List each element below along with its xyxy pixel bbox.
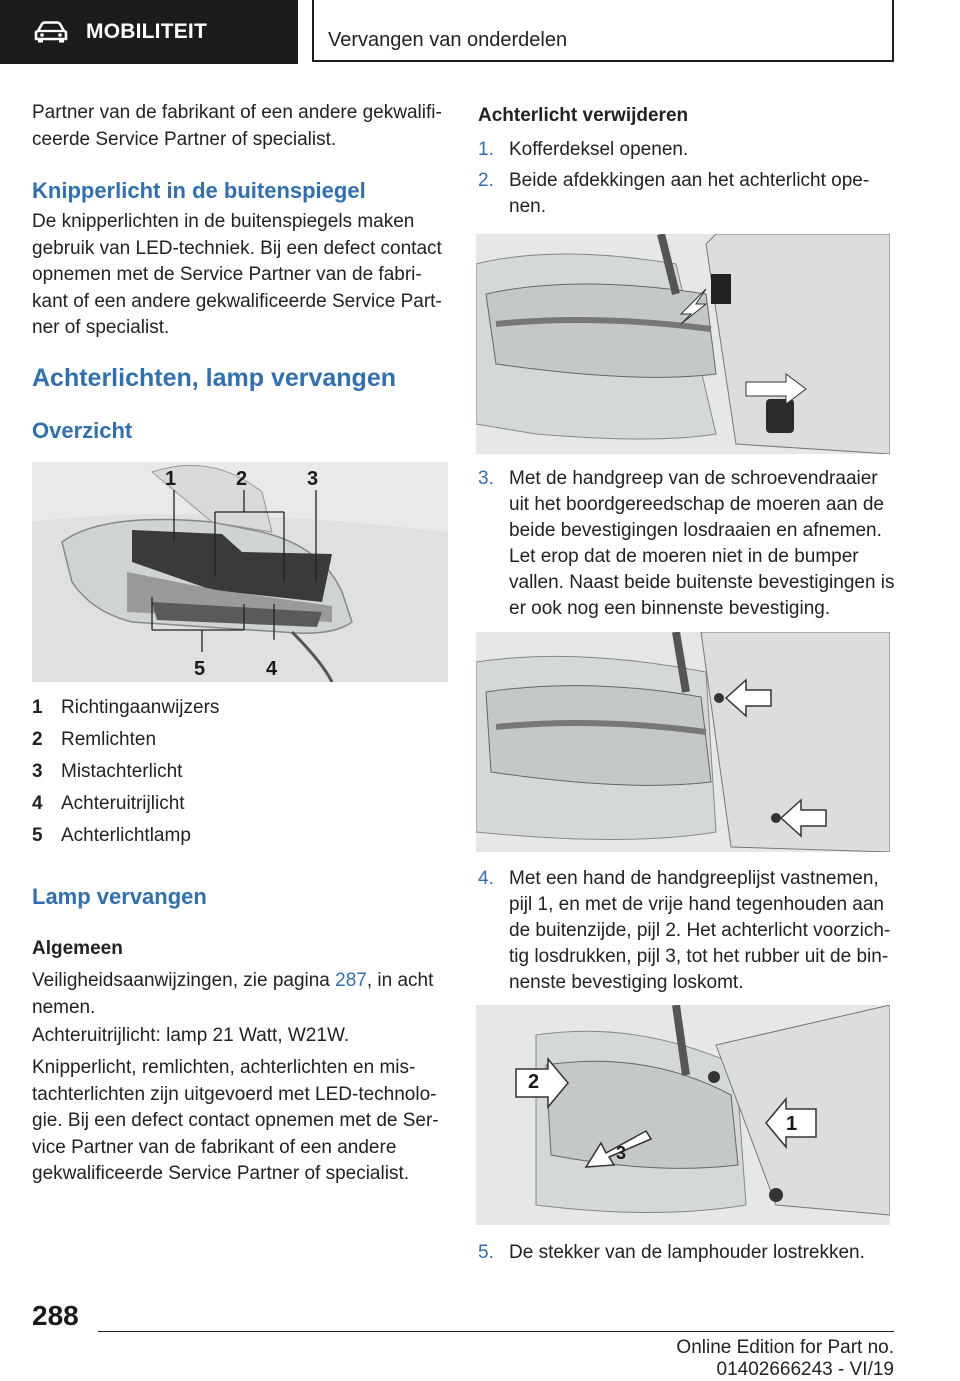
callout-4: 4 — [266, 658, 278, 680]
heading-mirror: Knipperlicht in de buitenspiegel — [32, 178, 366, 203]
figure-fastenings — [476, 632, 890, 852]
step-number: 5. — [478, 1242, 494, 1263]
text-line: opnemen met de Service Partner van de fabri‐ — [32, 264, 422, 285]
footer-divider — [98, 1331, 894, 1332]
overview-figure — [32, 462, 448, 682]
text-line: vice Partner van de fabrikant of een andere — [32, 1136, 397, 1158]
legend-label: Achteruitrijlicht — [61, 793, 185, 814]
text-line: pijl 1, en met de vrije hand tegenhouden aan — [509, 894, 884, 915]
step-text — [509, 137, 896, 163]
legend-number: 1 — [32, 697, 43, 718]
text-line: gekwalificeerde Service Partner of specialist. — [32, 1163, 410, 1184]
page-number: 288 — [32, 1300, 79, 1331]
text-line: uit het boordgereedschap de moeren aan de — [509, 494, 884, 515]
heading-overview: Overzicht — [32, 418, 133, 443]
text-line: Beide afdekkingen aan het achterlicht ope‐ — [509, 170, 870, 191]
callout-1: 1 — [165, 468, 177, 490]
text-line: Let erop dat de moeren niet in de bumper — [509, 546, 859, 567]
text-line: De stekker van de lamphouder lostrekken. — [509, 1242, 865, 1263]
arrow-label-1: 1 — [786, 1113, 798, 1135]
legend-item — [32, 761, 182, 783]
heading-lamp-replace: Lamp vervangen — [32, 884, 207, 909]
page-link[interactable]: 287 — [335, 970, 367, 991]
callout-3: 3 — [307, 468, 319, 490]
step-1 — [478, 137, 896, 163]
text-line: gie. Bij een defect contact opnemen met de Ser‐ — [32, 1110, 439, 1131]
text-line: Met de handgreep van de schroevendraaier — [509, 468, 878, 489]
text-line: vallen. Naast beide buitenste bevestigingen is — [509, 572, 895, 593]
text-line — [32, 968, 452, 995]
legend-number: 5 — [32, 825, 43, 846]
arrow-label-2: 2 — [528, 1071, 540, 1093]
mirror-paragraph — [32, 209, 452, 342]
text-line: Met een hand de handgreeplijst vastnemen, — [509, 868, 879, 889]
legend-label: Remlichten — [61, 729, 157, 750]
step-number: 1. — [478, 139, 494, 160]
text-span: , in acht — [366, 970, 434, 991]
legend-item — [32, 729, 156, 751]
heading-general: Algemeen — [32, 938, 123, 959]
heading-rear-lights: Achterlichten, lamp vervangen — [32, 364, 397, 392]
figure-press-out — [476, 1005, 890, 1225]
legend-label: Richtingaanwijzers — [61, 697, 220, 718]
text-line: Partner van de fabrikant of een andere gekwalifi‐ — [32, 102, 442, 123]
step-2 — [478, 168, 896, 220]
rear-light-illustration — [32, 462, 448, 682]
callout-2: 2 — [236, 468, 248, 490]
section-tab — [0, 0, 298, 64]
heading-remove: Achterlicht verwijderen — [478, 105, 689, 126]
legend-label: Achterlichtlamp — [61, 825, 191, 846]
legend-item — [32, 825, 191, 847]
text-line: nemen. — [32, 996, 96, 1018]
figure-covers — [476, 234, 890, 454]
step-text — [509, 1240, 896, 1266]
safety-paragraph — [32, 968, 452, 1021]
text-line: beide bevestigingen losdraaien en afnemen. — [509, 520, 882, 541]
text-line: er ook nog een binnenste bevestiging. — [509, 598, 831, 619]
led-paragraph — [32, 1055, 452, 1188]
step-text — [509, 866, 896, 996]
legend-number: 2 — [32, 729, 43, 750]
text-line: ner of specialist. — [32, 317, 170, 338]
text-line: kant of een andere gekwalificeerde Service Part‐ — [32, 290, 442, 312]
legend-item — [32, 697, 219, 719]
text-line: nenste bevestiging loskomt. — [509, 972, 744, 993]
text-line: ceerde Service Partner of specialist. — [32, 128, 337, 150]
text-line: De knipperlichten in de buitenspiegels maken — [32, 211, 415, 232]
text-line: gebruik van LED-techniek. Bij een defect contact — [32, 237, 442, 259]
step-text — [509, 168, 896, 220]
step-3 — [478, 466, 896, 622]
intro-paragraph — [32, 100, 452, 153]
section-title: MOBILITEIT — [86, 20, 207, 43]
text-span: Veiligheidsaanwijzingen, zie pagina — [32, 970, 336, 991]
covers-illustration — [476, 234, 890, 454]
callout-5: 5 — [194, 658, 206, 680]
legend-number: 4 — [32, 793, 43, 814]
edition-note: Online Edition for Part no. 01402666243 - VI/19 — [676, 1337, 894, 1380]
step-number: 2. — [478, 170, 494, 191]
chapter-title: Vervangen van onderdelen — [328, 29, 568, 51]
fastenings-illustration — [476, 632, 890, 852]
legend-label: Mistachterlicht — [61, 761, 183, 782]
reverse-light-paragraph: Achteruitrijlicht: lamp 21 Watt, W21W. — [32, 1025, 350, 1046]
step-number: 3. — [478, 468, 494, 489]
step-4 — [478, 866, 896, 996]
text-line: Knipperlicht, remlichten, achterlichten en mis‐ — [32, 1057, 416, 1078]
chapter-tab — [312, 0, 894, 62]
legend-item — [32, 793, 185, 815]
legend-number: 3 — [32, 761, 43, 782]
step-5 — [478, 1240, 896, 1266]
press-out-illustration — [476, 1005, 890, 1225]
text-line: tig losdrukken, pijl 3, tot het rubber uit de bin‐ — [509, 946, 889, 967]
arrow-label-3: 3 — [616, 1143, 627, 1163]
text-line: nen. — [509, 196, 546, 217]
step-number: 4. — [478, 868, 494, 889]
text-line: Kofferdeksel openen. — [509, 139, 689, 160]
step-text — [509, 466, 896, 622]
text-line: de buitenzijde, pijl 2. Het achterlicht voorzich‐ — [509, 920, 891, 941]
car-icon — [34, 21, 68, 43]
text-line: tachterlichten zijn uitgevoerd met LED-technolo‐ — [32, 1083, 437, 1105]
